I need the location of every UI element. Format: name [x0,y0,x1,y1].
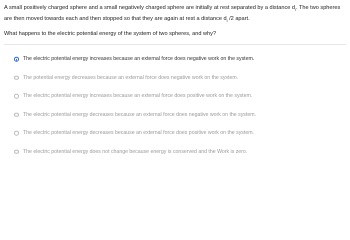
answer-option-4[interactable] [0,106,350,125]
question-line-2: are then moved towards each and then stopped so that they are again at rest a distance d [4,15,227,22]
answer-option-label: The electric potential energy decreases because an external force does positive work on the system. [23,130,254,137]
answer-option-3[interactable] [0,87,350,106]
divider [4,44,346,45]
answer-option-label: The electric potential energy increases because an external force does negative work on the system. [23,56,255,63]
answer-option-6[interactable] [0,143,350,162]
question-paragraph [4,4,346,25]
question-line-2-end: /2 apart. [227,15,250,22]
answer-option-2[interactable] [0,69,350,88]
radio-button[interactable] [14,131,19,136]
subscript-i: i [226,17,228,23]
answer-options [0,50,350,161]
question-text [4,4,346,39]
answer-option-label: The potential energy decreases because an external force does negative work on the system. [23,74,239,81]
answer-option-label: The electric potential energy decreases because an external force does negative work on the system. [23,111,256,118]
radio-button[interactable] [14,94,19,99]
radio-button[interactable] [14,75,19,80]
radio-button-selected[interactable] [14,57,19,62]
radio-button[interactable] [14,112,19,117]
answer-option-5[interactable] [0,124,350,143]
radio-button[interactable] [14,149,19,154]
answer-option-label: The electric potential energy increases because an external force does positive work on the system. [23,93,253,100]
question-line-1: A small positively charged sphere and a small negatively charged sphere are initially at rest separated by a distance d [4,5,296,11]
answer-option-label: The electric potential energy does not change because energy is conserved and the Work is zero. [23,148,248,155]
question-prompt: What happens to the electric potential energy of the system of two spheres, and why? [4,31,217,38]
question-line-1-end: . The two spheres [295,5,341,11]
answer-option-1[interactable] [0,50,350,69]
subscript-i: i [295,7,296,13]
